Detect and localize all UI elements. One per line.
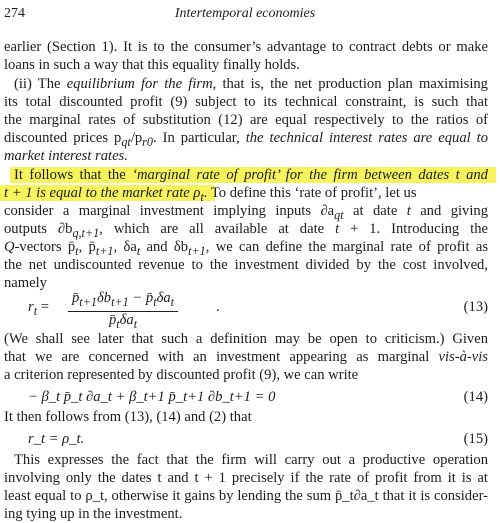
- text-line: market interest rates.: [4, 148, 128, 164]
- text-run: p̄: [72, 290, 80, 306]
- text-line: [4, 220, 488, 238]
- text-run: .: [203, 185, 208, 201]
- text-line: the marginal rates of substitution (12) are equal respectively to the ratios of: [4, 112, 488, 128]
- emphasis-text: the technical interest rates are equal to: [245, 130, 489, 146]
- equation-lhs: [28, 299, 49, 319]
- subscript: t+1: [79, 294, 97, 309]
- text-line: ing tying up in the investment.: [4, 506, 183, 522]
- equation-14: [4, 388, 488, 406]
- variable: r: [28, 299, 34, 315]
- text-line: earlier (Section 1). It is to the consumer’s advantage to contract debts or make: [4, 39, 488, 55]
- text-run: and δb: [140, 239, 189, 255]
- text-line: [4, 75, 488, 93]
- subscript: t: [200, 189, 204, 204]
- text-line: least equal to ρ_t, otherwise it gains by lending the sum p̄_t∂a_t that it is consider-: [4, 488, 488, 504]
- text-run: consider a marginal investment implying inputs ∂a: [4, 203, 335, 219]
- text-run: at date: [343, 203, 407, 219]
- text-run: , which are all available at date: [99, 221, 336, 237]
- variable: Q: [4, 239, 15, 255]
- subscript: t+1: [95, 243, 114, 258]
- subscript: t: [136, 243, 141, 258]
- equation-body: − β_t p̄_t ∂a_t + β_t+1 p̄_t+1 ∂b_t+1 = 0: [28, 389, 276, 405]
- emphasis-text: ‘marginal rate of profit’ for the firm between dates t and: [132, 167, 488, 183]
- emphasis-text: equilibrium for the firm: [66, 76, 213, 92]
- subscript: qt: [334, 207, 344, 222]
- equation-number: (13): [463, 299, 488, 315]
- highlight-mark: [0, 185, 215, 204]
- equation-body: r_t = ρ_t.: [28, 431, 85, 447]
- equation-number: (14): [463, 389, 488, 405]
- text-line: namely: [4, 275, 47, 291]
- highlight-mark: [10, 167, 496, 183]
- text-run: (ii) The: [14, 76, 67, 92]
- text-run: -vectors p̄: [14, 239, 76, 255]
- text-line: [4, 348, 488, 366]
- text-run: − p̄: [128, 290, 154, 306]
- text-run: δa: [119, 311, 134, 328]
- text-run: δb: [96, 290, 112, 306]
- equation-15: [4, 430, 488, 448]
- fraction: [68, 290, 178, 333]
- highlighted-line: [4, 166, 488, 184]
- text-run: , δa: [113, 239, 137, 255]
- text-line: loans in such a way that this equality finally holds.: [4, 57, 300, 73]
- text-line: This expresses the fact that the firm will carry out a productive operation: [14, 452, 488, 468]
- variable: t: [406, 203, 411, 219]
- text-run: discounted prices p: [4, 130, 122, 146]
- subscript: t+1: [188, 243, 206, 258]
- text-line: involving only the dates t and t + 1 precisely if the rate of profit from it is at: [4, 470, 488, 486]
- subscript: r0: [142, 134, 153, 149]
- text-run: p̄: [108, 311, 117, 328]
- subscript: t: [75, 243, 79, 258]
- text-line: (We shall see later that such a definition may be open to criticism.) Given: [4, 331, 488, 347]
- text-line: a criterion represented by discounted profit (9), we can write: [4, 367, 359, 383]
- subscript: qt: [121, 134, 131, 149]
- text-line: its total discounted profit (9) subject to its technical constraint, is such that: [4, 94, 488, 110]
- variable: t: [335, 221, 340, 237]
- text-run: /p: [130, 130, 143, 146]
- text-line: It then follows from (13), (14) and (2) that: [4, 409, 252, 425]
- text-run: , that is, the net production plan maximising: [212, 76, 488, 92]
- subscript: t: [153, 294, 157, 309]
- subscript: t: [170, 294, 175, 309]
- text-line: the net undiscounted revenue to the investment divided by the cost involved,: [4, 257, 488, 273]
- subscript: t: [33, 303, 38, 318]
- subscript: t: [133, 316, 138, 331]
- text-line: [4, 129, 488, 147]
- equals-sign: =: [37, 299, 49, 315]
- text-run: , p̄: [78, 239, 96, 255]
- text-line: [4, 238, 488, 256]
- page-number: 274: [4, 6, 25, 21]
- highlighted-line: [4, 184, 488, 202]
- text-run: To define this ‘rate of profit’, let us: [207, 185, 417, 201]
- numerator: [68, 290, 178, 312]
- emphasis-text: vis-à-vis: [438, 349, 488, 365]
- text-run: that we are concerned with an investment appearing as marginal: [4, 349, 439, 365]
- text-run: + 1. Introducing the: [339, 221, 488, 237]
- text-run: outputs ∂b: [4, 221, 73, 237]
- equation-13: [4, 290, 488, 331]
- period: .: [216, 299, 220, 315]
- text-run: , we can define the marginal rate of profit as: [205, 239, 489, 255]
- text-line: [4, 202, 488, 220]
- subscript: t: [116, 316, 120, 331]
- text-run: It follows that the: [14, 167, 133, 183]
- text-run: t + 1 is equal to the market rate ρ: [4, 185, 201, 201]
- text-run: and giving: [410, 203, 488, 219]
- text-run: . In particular,: [152, 130, 246, 146]
- equation-number: (15): [463, 431, 488, 447]
- text-run: δa: [156, 290, 171, 306]
- running-head: Intertemporal economies: [174, 6, 316, 21]
- page-header: [4, 6, 486, 28]
- subscript: t+1: [111, 294, 129, 309]
- subscript: q,t+1: [72, 225, 100, 240]
